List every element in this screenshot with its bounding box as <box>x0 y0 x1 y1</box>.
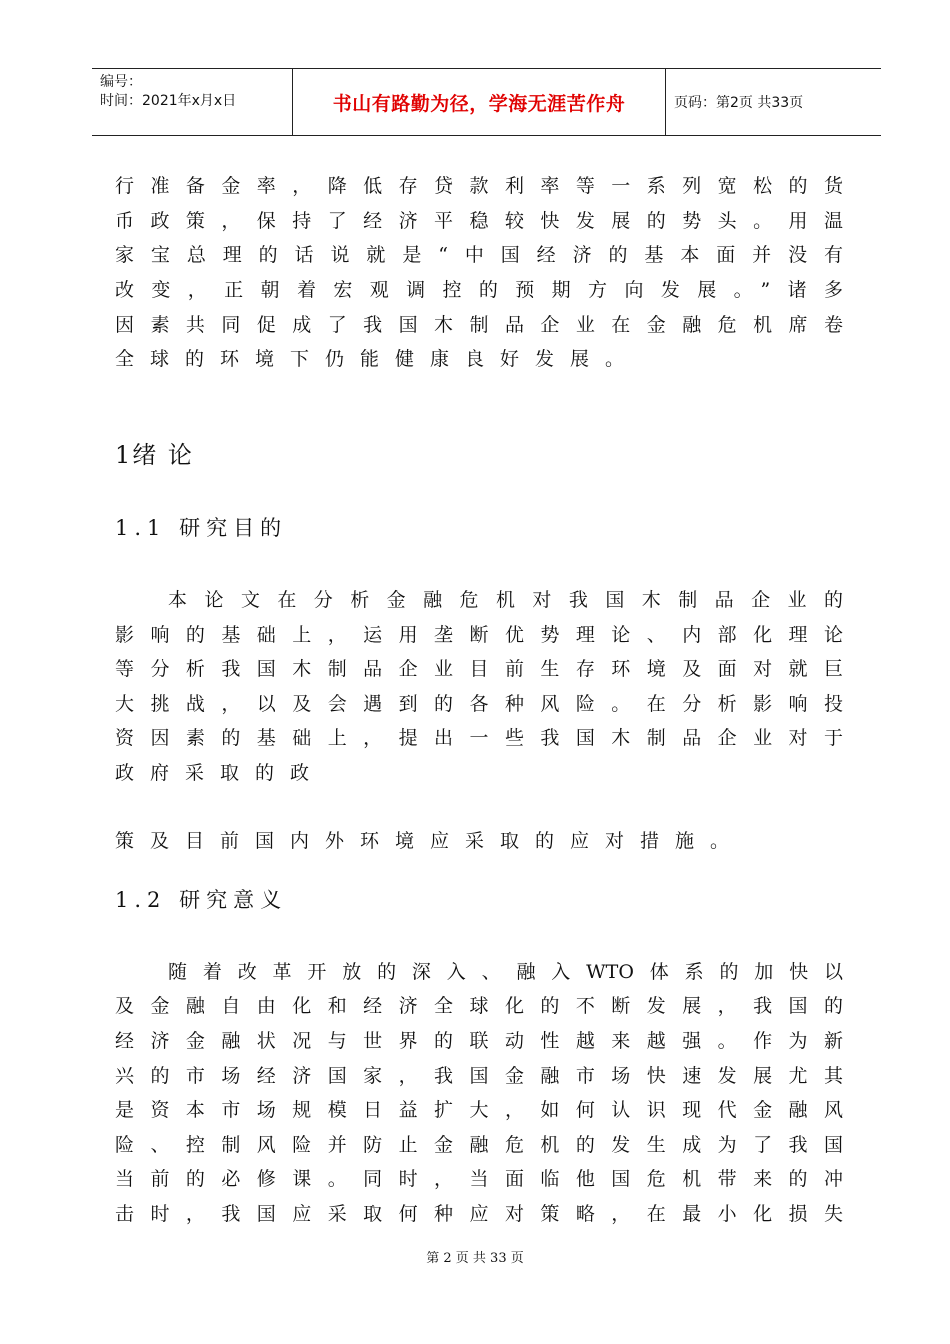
paragraph-line: 家宝总理的话说就是“中国经济的基本面并没有 <box>115 244 843 266</box>
paragraph-line: 兴的市场经济国家，我国金融市场快速发展尤其 <box>115 1065 843 1087</box>
paragraph-line: 险、控制风险并防止金融危机的发生成为了我国 <box>115 1134 843 1156</box>
paragraph-line: 全球的环境下仍能健康良好发展。 <box>115 348 641 370</box>
time-label: 时间：2021年x月x日 <box>100 93 237 109</box>
paragraph-line: 经济金融状况与世界的联动性越来越强。作为新 <box>115 1030 843 1052</box>
header-page-info: 页码：第2页 共33页 <box>674 95 804 111</box>
section-title-significance: 1.2 研究意义 <box>115 888 288 912</box>
paragraph-line: 行准备金率，降低存贷款利率等一系列宽松的货 <box>115 175 843 197</box>
number-label: 编号： <box>100 74 142 90</box>
chapter-title: 1绪 论 <box>115 441 194 469</box>
page-footer: 第 2 页 共 33 页 <box>426 1251 524 1266</box>
paragraph-line: 击时，我国应采取何种应对策略，在最小化损失 <box>115 1203 843 1225</box>
paragraph-line: 大挑战，以及会遇到的各种风险。在分析影响投 <box>115 693 843 715</box>
page-header <box>92 68 881 136</box>
paragraph-line: 资因素的基础上，提出一些我国木制品企业对于 <box>115 727 843 749</box>
paragraph-line: 影响的基础上，运用垄断优势理论、内部化理论 <box>115 624 843 646</box>
header-page-cell <box>666 69 881 135</box>
paragraph-line: 当前的必修课。同时，当面临他国危机带来的冲 <box>115 1168 843 1190</box>
paragraph-line: 随着改革开放的深入、融入WTO体系的加快以 <box>168 961 843 983</box>
paragraph-line: 币政策，保持了经济平稳较快发展的势头。用温 <box>115 210 843 232</box>
paragraph-line: 及金融自由化和经济全球化的不断发展，我国的 <box>115 995 843 1017</box>
header-meta-cell <box>92 69 293 135</box>
paragraph-line: 本论文在分析金融危机对我国木制品企业的 <box>168 589 843 611</box>
section-title-purpose: 1.1 研究目的 <box>115 516 288 540</box>
paragraph-line: 改变，正朝着宏观调控的预期方向发展。”诸多 <box>115 279 843 301</box>
header-motto-cell <box>293 69 666 135</box>
paragraph-line: 政府采取的政 <box>115 762 326 784</box>
paragraph-line: 等分析我国木制品企业目前生存环境及面对就巨 <box>115 658 843 680</box>
paragraph-line: 是资本市场规模日益扩大，如何认识现代金融风 <box>115 1099 843 1121</box>
paragraph-line: 因素共同促成了我国木制品企业在金融危机席卷 <box>115 314 843 336</box>
paragraph-line: 策及目前国内外环境应采取的应对措施。 <box>115 830 746 852</box>
header-motto: 书山有路勤为径，学海无涯苦作舟 <box>332 92 626 115</box>
